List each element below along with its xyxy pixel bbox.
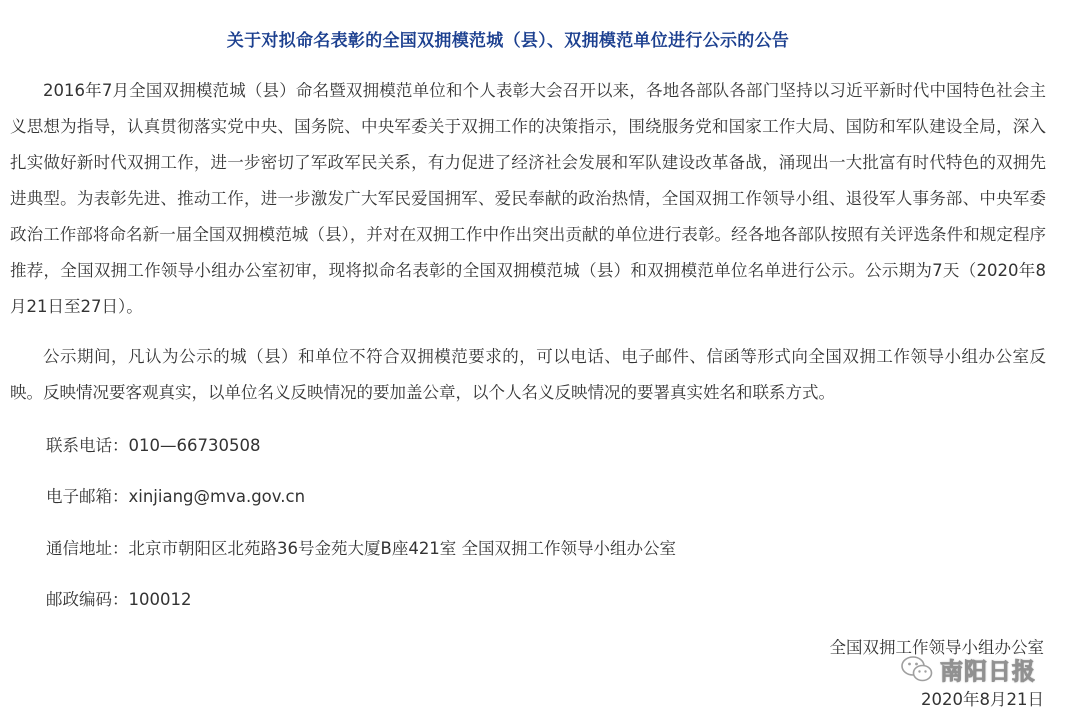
contact-postcode: 邮政编码：100012: [46, 590, 192, 609]
paragraph-feedback: 公示期间，凡认为公示的城（县）和单位不符合双拥模范要求的，可以电话、电子邮件、信函等形式向全国双拥工作领导小组办公室反映。反映情况要客观真实，以单位名义反映情况的要加盖公章，以个人名义反映情况的要署真实姓名和联系方式。: [10, 347, 1046, 402]
paragraph-intro: 2016年7月全国双拥模范城（县）命名暨双拥模范单位和个人表彰大会召开以来，各地各部队各部门坚持以习近平新时代中国特色社会主义思想为指导，认真贯彻落实党中央、国务院、中央军委关于双拥工作的决策指示，围绕服务党和国家工作大局、国防和军队建设全局，深入扎实做好新时代双拥工作，进一步密切了军政军民关系，有力促进了经济社会发展和军队建设改革备战，涌现出一大批富有时代特色的双拥先进典型。为表彰先进、推动工作，进一步激发广大军民爱国拥军、爱民奉献的政治热情，全国双拥工作领导小组、退役军人事务部、中央军委政治工作部将命名新一届全国双拥模范城（县），并对在双拥工作中作出突出贡献的单位进行表彰。经各地各部队按照有关评选条件和规定程序推荐，全国双拥工作领导小组办公室初审，现将拟命名表彰的全国双拥模范城（县）和双拥模范单位名单进行公示。公示期为7天（2020年8月21日至27日）。: [10, 81, 1046, 316]
signature-organization: 全国双拥工作领导小组办公室: [829, 638, 1044, 657]
contact-phone: 联系电话：010—66730508: [46, 436, 261, 455]
wechat-icon: [900, 654, 934, 684]
contact-address: 通信地址：北京市朝阳区北苑路36号金苑大厦B座421室 全国双拥工作领导小组办公室: [46, 539, 677, 558]
source-watermark: [900, 652, 1036, 686]
signature-date: 2020年8月21日: [921, 690, 1044, 709]
document-title: 关于对拟命名表彰的全国双拥模范城（县）、双拥模范单位进行公示的公告: [226, 31, 790, 51]
watermark-text: 南阳日报: [940, 658, 1036, 685]
contact-email: 电子邮箱：xinjiang@mva.gov.cn: [46, 487, 306, 506]
